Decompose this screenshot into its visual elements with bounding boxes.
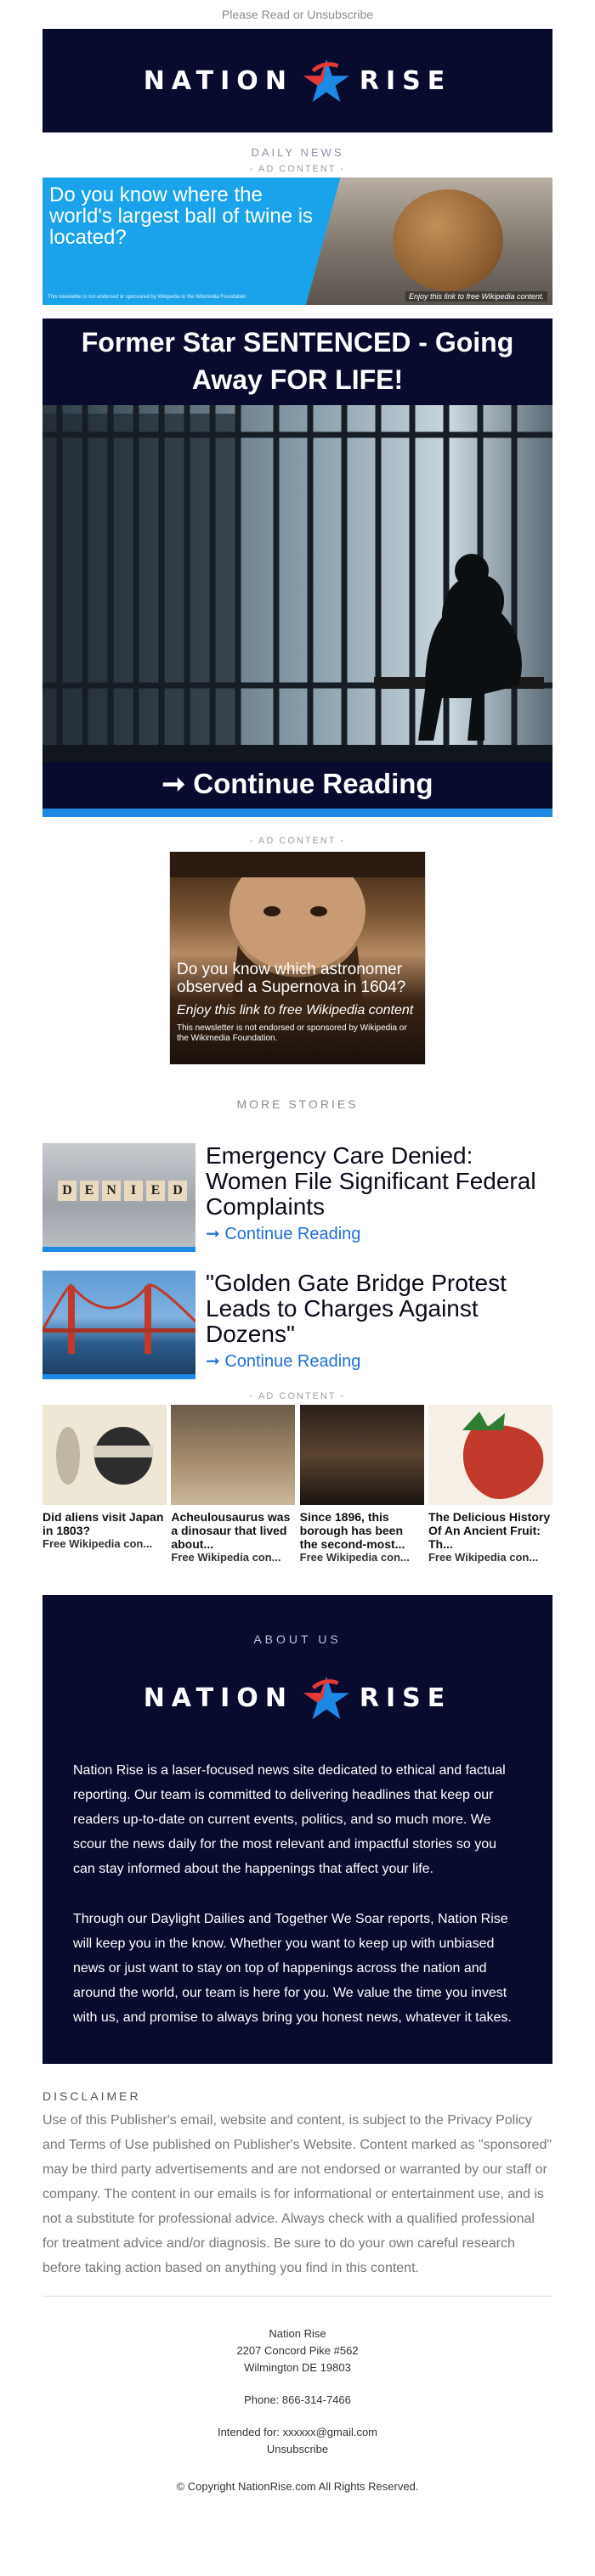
ad-astronomer-question: Do you know which astronomer observed a Supernova in 1604?	[177, 961, 406, 996]
story-headline[interactable]: "Golden Gate Bridge Protest Leads to Charges Against Dozens"	[206, 1270, 507, 1347]
grid-item-title[interactable]: Since 1896, this borough has been the second-most...	[299, 1510, 405, 1551]
brand-left: NATION	[143, 65, 293, 96]
denied-tile: I	[124, 1181, 143, 1201]
grid-item-aliens[interactable]	[42, 1405, 167, 1564]
grid-item-title[interactable]: Acheulousaurus was a dinosaur that lived about...	[171, 1510, 291, 1551]
feature-jail-image[interactable]	[42, 405, 552, 762]
disclaimer-section	[42, 2089, 552, 2280]
grid-item-source: Free Wikipedia con...	[171, 1551, 281, 1564]
star-logo-icon	[302, 1673, 351, 1722]
ad-astronomer-banner[interactable]	[169, 851, 426, 1065]
more-stories-heading: MORE STORIES	[236, 1097, 359, 1111]
ad-twine-disclaimer: This newsletter is not endorsed or sponsored by Wikipedia or the Wikimedia Foundation	[48, 295, 246, 300]
about-brand-logo[interactable]	[42, 1673, 552, 1722]
grid-borough-image[interactable]	[300, 1405, 424, 1505]
unsubscribe-link[interactable]: Unsubscribe	[266, 2443, 329, 2455]
header-logo-banner[interactable]	[42, 29, 552, 132]
feature-title[interactable]: Former Star SENTENCED - Going Away FOR LIFE!	[81, 327, 514, 395]
feature-story[interactable]	[42, 318, 552, 817]
about-paragraph-2: Through our Daylight Dailies and Together We Soar reports, Nation Rise will keep you in the know. Whether you want to keep up with unbiased news or just want to stay on top of happenings across the nation and around the world, our team is here for you. We value the time you invest with us, and promise to always bring you honest news, whatever it takes.	[73, 1912, 512, 2025]
footer-intended: Intended for: xxxxxx@gmail.com	[217, 2426, 378, 2438]
ad-twine-question: Do you know where the world's largest ball of twine is located?	[49, 183, 314, 249]
ad-content-label-3: - AD CONTENT -	[249, 1391, 346, 1401]
brand-right: RISE	[359, 65, 452, 96]
ad-content-label-2: - AD CONTENT -	[249, 836, 346, 846]
footer-phone: Phone: 866-314-7466	[244, 2393, 351, 2406]
twine-ball-image	[393, 189, 503, 291]
footer-divider	[42, 2296, 552, 2297]
ad-twine-banner[interactable]	[42, 178, 552, 305]
ad-astronomer-enjoy: Enjoy this link to free Wikipedia content	[177, 1003, 414, 1017]
star-logo-icon	[302, 56, 351, 105]
preheader-link[interactable]: Please Read or Unsubscribe	[221, 8, 374, 21]
disclaimer-heading: DISCLAIMER	[42, 2089, 141, 2103]
ad-content-label: - AD CONTENT -	[249, 164, 346, 174]
footer-street: 2207 Concord Pike #562	[236, 2344, 359, 2357]
brand-logo	[144, 56, 452, 105]
story-item-emergency-care[interactable]	[42, 1143, 552, 1252]
disclaimer-body: Use of this Publisher's email, website and content, is subject to the Privacy Policy and Terms of Use published on Publisher's Website. Content marked as "sponsored" may be third party advertisements and are not endorsed or warranted by our staff or company. The content in our emails is for informational or entertainment use, and is not a substitute for professional advice. Always check with a qualified professional for treatment advice and/or diagnosis. Be sure to do your own careful research before taking action based on anything you find in this content.	[42, 2113, 552, 2275]
denied-tile: E	[80, 1181, 99, 1201]
footer-copyright: © Copyright NationRise.com All Rights Reserved.	[176, 2480, 419, 2493]
footer	[0, 2325, 595, 2495]
grid-item-source: Free Wikipedia con...	[42, 1537, 153, 1550]
denied-tile: E	[146, 1181, 165, 1201]
footer-company: Nation Rise	[269, 2327, 326, 2340]
story-continue-link[interactable]: ➞ Continue Reading	[206, 1352, 361, 1371]
grid-item-strawberry[interactable]	[428, 1405, 552, 1564]
story-golden-gate-thumbnail[interactable]	[42, 1271, 196, 1379]
grid-item-title[interactable]: The Delicious History Of An Ancient Fruit: Th...	[428, 1510, 551, 1551]
grid-item-dinosaur[interactable]	[171, 1405, 295, 1564]
utsuro-bune-drawing	[42, 1405, 167, 1505]
story-item-golden-gate[interactable]	[42, 1271, 552, 1379]
grid-item-borough[interactable]	[300, 1405, 424, 1564]
feature-accent-bar	[42, 809, 552, 817]
about-paragraph-1: Nation Rise is a laser-focused news site dedicated to ethical and factual reporting. Our team is committed to delivering headlines that keep our readers up-to-date on current events, politics, and so much more. We scour the news daily for the most relevant and impactful stories so you can stay informed about the happenings that affect your life.	[73, 1763, 506, 1876]
story-continue-link[interactable]: ➞ Continue Reading	[206, 1225, 361, 1243]
brand-right: RISE	[359, 1683, 452, 1713]
strawberry-image-icon	[428, 1405, 552, 1505]
sponsored-grid	[42, 1405, 552, 1564]
feature-continue-link[interactable]: ➞ Continue Reading	[162, 768, 434, 799]
daily-news-label: DAILY NEWS	[251, 146, 344, 159]
about-heading: ABOUT US	[253, 1632, 342, 1646]
grid-item-title[interactable]: Did aliens visit Japan in 1803?	[42, 1510, 164, 1537]
grid-dinosaur-image[interactable]	[171, 1405, 295, 1505]
story-headline[interactable]: Emergency Care Denied: Women File Significant Federal Complaints	[206, 1142, 536, 1220]
denied-tile: D	[168, 1181, 187, 1201]
grid-item-source: Free Wikipedia con...	[428, 1551, 539, 1564]
story-emergency-thumbnail[interactable]	[42, 1143, 196, 1252]
ad-astronomer-disclaimer: This newsletter is not endorsed or sponsored by Wikipedia or the Wikimedia Foundation.	[177, 1023, 407, 1043]
brand-left: NATION	[143, 1683, 293, 1713]
ad-twine-enjoy: Enjoy this link to free Wikipedia content.	[405, 291, 547, 302]
golden-gate-bridge-image	[42, 1271, 196, 1374]
grid-strawberry-image[interactable]	[428, 1405, 552, 1505]
denied-tile: N	[102, 1181, 121, 1201]
grid-aliens-image[interactable]	[42, 1405, 167, 1505]
about-section	[42, 1595, 552, 2064]
footer-city: Wilmington DE 19803	[244, 2361, 351, 2374]
denied-tile: D	[58, 1181, 76, 1201]
grid-item-source: Free Wikipedia con...	[299, 1551, 410, 1564]
